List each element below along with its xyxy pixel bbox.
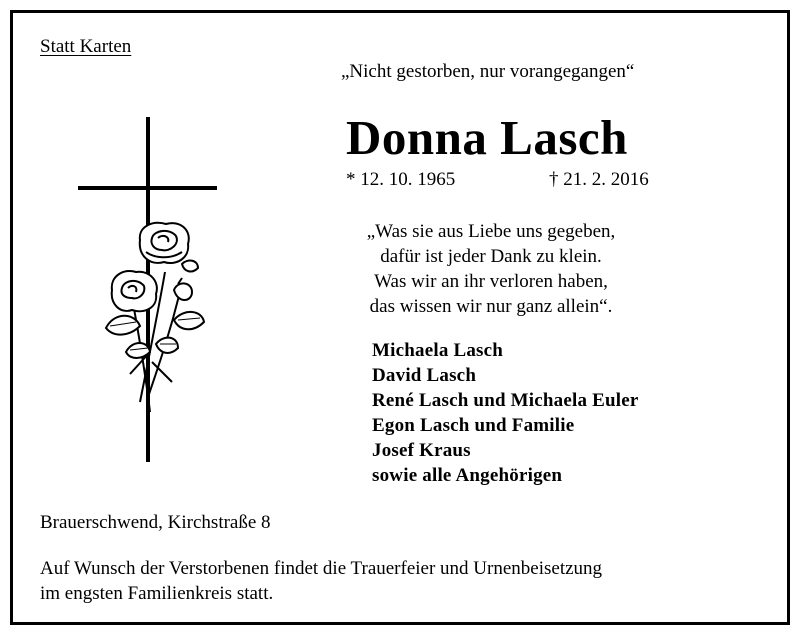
poem-line: dafür ist jeder Dank zu klein. bbox=[380, 246, 602, 267]
poem-line: „Was sie aus Liebe uns gegeben, bbox=[366, 221, 616, 242]
memorial-poem bbox=[316, 219, 666, 319]
mourner-entry: Egon Lasch und Familie bbox=[372, 415, 575, 436]
notice-line: Auf Wunsch der Verstorbenen findet die Trauerfeier und Urnenbeisetzung bbox=[40, 558, 603, 579]
mourner-entry: Josef Kraus bbox=[372, 440, 471, 461]
death-date: † 21. 2. 2016 bbox=[549, 169, 649, 190]
mourner-entry: Michaela Lasch bbox=[372, 340, 504, 361]
address-line: Brauerschwend, Kirchstraße 8 bbox=[40, 512, 271, 533]
mourner-entry: René Lasch und Michaela Euler bbox=[372, 390, 639, 411]
deceased-name: Donna Lasch bbox=[346, 110, 628, 165]
notice-line: im engsten Familienkreis statt. bbox=[40, 583, 274, 604]
statt-karten-label: Statt Karten bbox=[40, 36, 132, 57]
mourner-entry: David Lasch bbox=[372, 365, 477, 386]
mourner-entry: sowie alle Angehörigen bbox=[372, 465, 563, 486]
funeral-notice bbox=[40, 556, 602, 606]
poem-line: Was wir an ihr verloren haben, bbox=[374, 271, 608, 292]
mourners-list bbox=[372, 338, 639, 488]
poem-line: das wissen wir nur ganz allein“. bbox=[369, 296, 613, 317]
motto-quote: „Nicht gestorben, nur vorangegangen“ bbox=[341, 61, 635, 82]
birth-date: * 12. 10. 1965 bbox=[346, 169, 456, 190]
cross-with-roses-icon bbox=[70, 112, 230, 472]
